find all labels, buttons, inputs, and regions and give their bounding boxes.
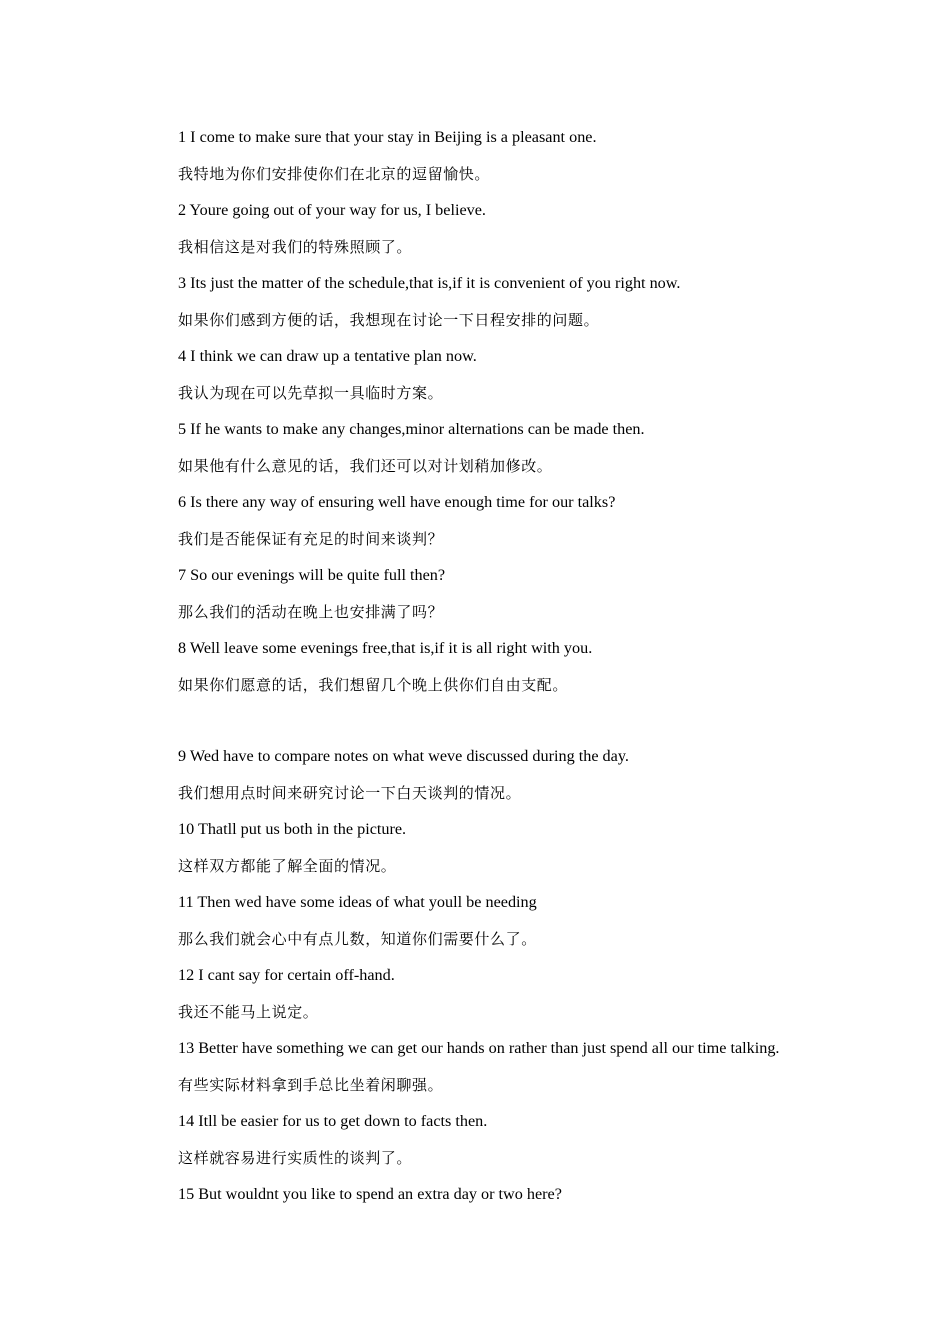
chinese-translation: 我们是否能保证有充足的时间来谈判？ (178, 529, 444, 548)
english-sentence: 8 Well leave some evenings free,that is,if it is all right with you. (178, 639, 593, 657)
chinese-translation: 那么我们的活动在晚上也安排满了吗？ (178, 602, 444, 621)
chinese-translation: 我认为现在可以先草拟一具临时方案。 (178, 383, 444, 402)
english-sentence: 3 Its just the matter of the schedule,that is,if it is convenient of you right now. (178, 274, 681, 292)
english-sentence: 5 If he wants to make any changes,minor alternations can be made then. (178, 420, 645, 438)
chinese-translation: 我还不能马上说定。 (178, 1002, 319, 1021)
chinese-translation: 这样双方都能了解全面的情况。 (178, 856, 397, 875)
english-sentence: 13 Better have something we can get our hands on rather than just spend all our time talking. (178, 1039, 780, 1057)
paragraph-gap (178, 710, 878, 745)
english-sentence: 1 I come to make sure that your stay in Beijing is a pleasant one. (178, 128, 597, 146)
english-sentence: 4 I think we can draw up a tentative plan now. (178, 347, 477, 365)
chinese-translation: 如果他有什么意见的话，我们还可以对计划稍加修改。 (178, 456, 553, 475)
document-body (178, 126, 878, 1220)
english-sentence: 6 Is there any way of ensuring well have enough time for our talks? (178, 493, 616, 511)
chinese-translation: 如果你们愿意的话，我们想留几个晚上供你们自由支配。 (178, 675, 569, 694)
chinese-translation: 我们想用点时间来研究讨论一下白天谈判的情况。 (178, 783, 522, 802)
english-sentence: 11 Then wed have some ideas of what youll be needing (178, 893, 537, 911)
chinese-translation: 如果你们感到方便的话，我想现在讨论一下日程安排的问题。 (178, 310, 600, 329)
english-sentence: 7 So our evenings will be quite full then? (178, 566, 446, 584)
chinese-translation: 那么我们就会心中有点儿数，知道你们需要什么了。 (178, 929, 537, 948)
english-sentence: 14 Itll be easier for us to get down to facts then. (178, 1112, 488, 1130)
chinese-translation: 我相信这是对我们的特殊照顾了。 (178, 237, 413, 256)
chinese-translation: 有些实际材料拿到手总比坐着闲聊强。 (178, 1075, 444, 1094)
english-sentence: 15 But wouldnt you like to spend an extra day or two here? (178, 1185, 562, 1203)
english-sentence: 9 Wed have to compare notes on what weve discussed during the day. (178, 747, 629, 765)
chinese-translation: 这样就容易进行实质性的谈判了。 (178, 1148, 413, 1167)
english-sentence: 2 Youre going out of your way for us, I believe. (178, 201, 486, 219)
chinese-translation: 我特地为你们安排使你们在北京的逗留愉快。 (178, 164, 491, 183)
english-sentence: 12 I cant say for certain off-hand. (178, 966, 395, 984)
english-sentence: 10 Thatll put us both in the picture. (178, 820, 407, 838)
